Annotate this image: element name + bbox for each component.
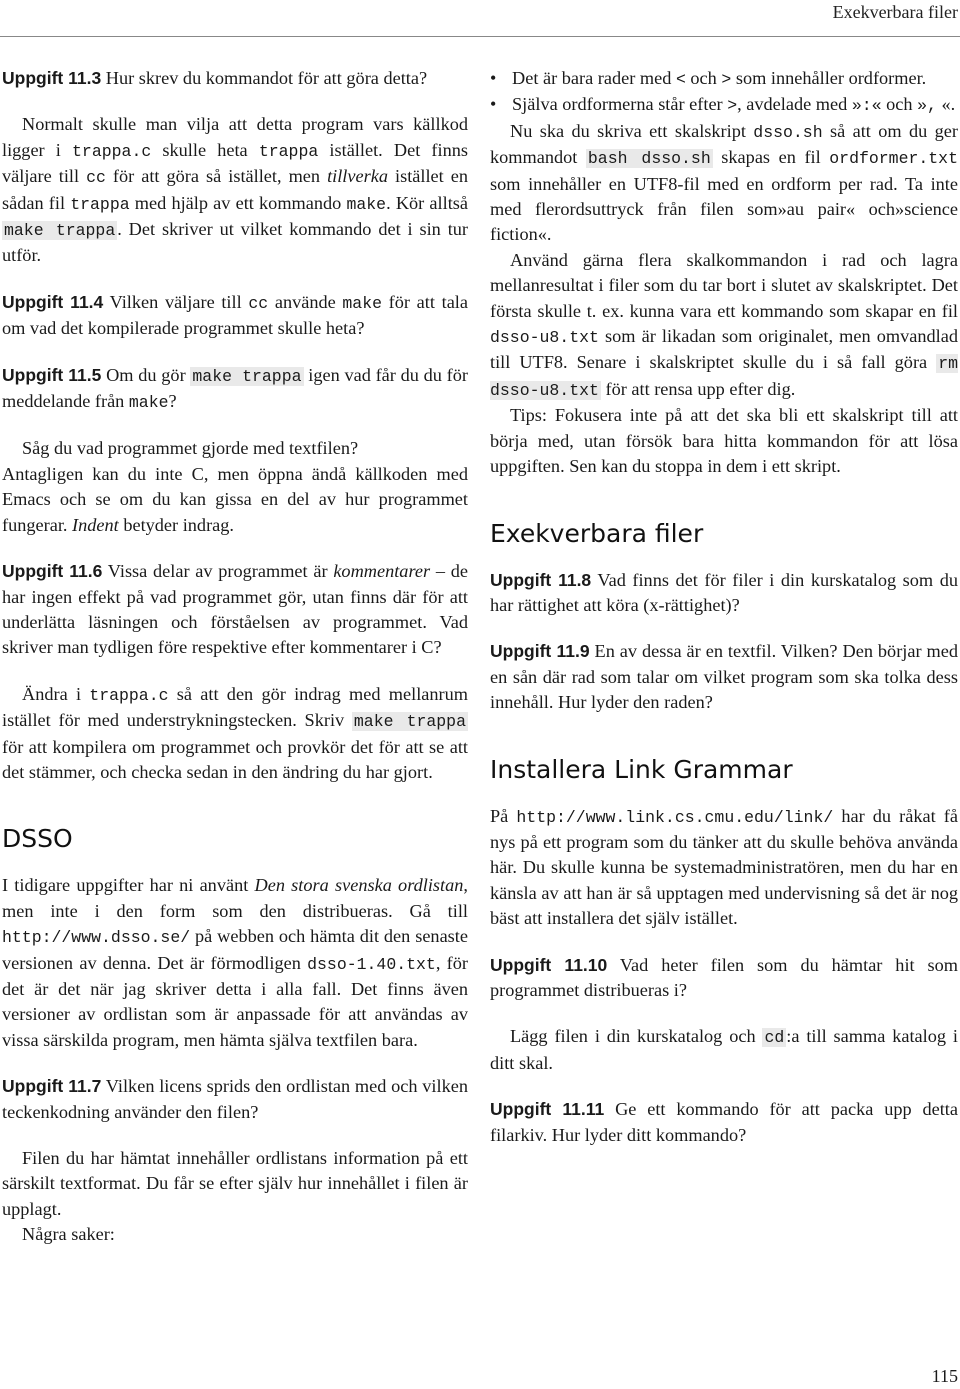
running-header: Exekverbara filer — [832, 2, 958, 22]
task-11-5-body-1: Såg du vad programmet gjorde med textfilen? — [22, 438, 359, 459]
task-label: Uppgift 11.5 — [2, 364, 102, 385]
task-11-5: Uppgift 11.5 Om du gör make trappa igen vad får du du för meddelande från make? — [2, 364, 468, 413]
task-label: Uppgift 11.9 — [490, 641, 590, 662]
link-grammar-body: På http://www.link.cs.cmu.edu/link/ har du råkat få nys på ett program som du tänker att du skulle behöva använda här. Du skulle kunna be systemadministratören, men du har en känsla av att han är så upptagen med undervisning så det är nog bäst att installera det själv istället. — [490, 805, 958, 929]
skalskript-paragraph: Nu ska du skriva ett skalskript dsso.sh så att om du ger kommandot bash dsso.sh skapas en fil ordformer.txt som innehåller en UTF8-fil med en ordform per rad. Ta inte med flerordsuttryck från filen som»au pair« och»science fiction«. — [490, 120, 958, 245]
code-command: make trappa — [4, 221, 116, 241]
task-11-8: Uppgift 11.8 Vad finns det för filer i din kurskatalog som du har rättighet att köra (x-rättighet)? — [490, 569, 958, 615]
task-11-6: Uppgift 11.6 Vissa delar av programmet är kommentarer – de har ingen effekt på vad programmet gör, utan finns där för att underlätta läsningen och förståelsen av programmet. Vad skriver man tydligen före respektive efter kommentarer i C? — [2, 561, 468, 658]
task-label: Uppgift 11.10 — [490, 954, 608, 975]
task-11-7-body: Filen du har hämtat innehåller ordlistans information på ett särskilt textformat. Du får se efter själv hur innehållet i filen är upplagt. — [2, 1148, 468, 1219]
page-number: 115 — [931, 1366, 958, 1386]
skalkommandon-paragraph: Använd gärna flera skalkommandon i rad och lagra mellanresultat i filer som du tar bort i slutet av skalskriptet. Det första skulle t. ex. kunna vara ett kommando som skapar en fil dsso-u8.txt som är likadan som originalet, men omvandlad till UTF8. Senare i skalskriptet skulle du i så fall göra rm dsso-u8.txt för att rensa upp efter dig. — [490, 249, 958, 400]
section-heading-link-grammar: Installera Link Grammar — [490, 754, 793, 784]
url-link-grammar: http://www.link.cs.cmu.edu/link/ — [516, 807, 834, 827]
task-label: Uppgift 11.4 — [2, 291, 104, 312]
task-label: Uppgift 11.7 — [2, 1076, 102, 1097]
section-heading-exekverbara: Exekverbara filer — [490, 518, 704, 548]
task-11-10: Uppgift 11.10 Vad heter filen som du hämtar hit som programmet distribueras i? — [490, 954, 958, 1000]
url-dsso: http://www.dsso.se/ — [2, 928, 191, 948]
task-11-4: Uppgift 11.4 Vilken väljare till cc använde make för att tala om vad det kompilerade programmet skulle heta? — [2, 291, 469, 339]
task-label: Uppgift 11.6 — [2, 561, 103, 582]
task-11-5-body-2: Antagligen kan du inte C, men öppna ändå källkoden med Emacs och se om du kan gissa en del av hur programmet fungerar. Indent betyder indrag. — [2, 463, 468, 535]
left-column — [2, 66, 468, 1248]
task-11-10-body: Lägg filen i din kurskatalog och cd :a till samma katalog i ditt skal. — [490, 1026, 958, 1073]
header-rule — [0, 36, 960, 37]
bullet-list — [490, 66, 958, 119]
list-item: • Själva ordformerna står efter >, avdelade med »:« och », «. — [512, 92, 958, 118]
task-11-7-list-intro: Några saker: — [22, 1224, 115, 1245]
tips-paragraph: Tips: Fokusera inte på att det ska bli ett skalskript till att börja med, utan försök bara hitta kommandon för att lösa uppgiften. Sen kan du stoppa in dem i ett skript. — [490, 405, 958, 477]
task-11-7: Uppgift 11.7 Vilken licens sprids den ordlistan med och vilken teckenkodning använder den filen? — [2, 1076, 468, 1122]
code-trappa-c: trappa.c — [72, 141, 152, 161]
task-11-9: Uppgift 11.9 En av dessa är en textfil. Vilken? Den börjar med en sån där rad som talar om vilket program som ska tolka dess innehåll. Hur lyder den raden? — [490, 641, 958, 713]
section-heading-dsso: DSSO — [2, 824, 73, 854]
task-11-3-body: Normalt skulle man vilja att detta program vars källkod ligger i trappa.c skulle heta trappa istället. Det finns väljare till cc för att göra så istället, men tillverka istället en sådan fil trappa med hjälp av ett kommando make. Kör alltså make trappa . Det skriver ut vilket kommando det i sin tur utför. — [2, 114, 469, 266]
task-label: Uppgift 11.3 — [2, 68, 102, 88]
task-11-3: Uppgift 11.3 Hur skrev du kommandot för att göra detta? — [2, 68, 428, 88]
task-11-11: Uppgift 11.11 Ge ett kommando för att packa upp detta filarkiv. Hur lyder ditt kommando? — [490, 1099, 958, 1145]
list-item: • Det är bara rader med < och > som innehåller ordformer. — [512, 66, 958, 92]
task-label: Uppgift 11.8 — [490, 569, 592, 590]
right-column — [490, 66, 958, 1148]
task-label: Uppgift 11.11 — [490, 1099, 605, 1120]
task-11-6-body: Ändra i trappa.c så att den gör indrag med mellanrum istället för med understrykningstecken. Skriv make trappa för att kompilera om programmet och provkör det för att se att det stämmer, och checka sedan in den ändring du har gjort. — [2, 683, 468, 782]
dsso-body: I tidigare uppgifter har ni använt Den stora svenska ordlistan, men inte i den form som den distribueras. Gå till http://www.dsso.se/ på webben och hämta dit den senaste versionen av denna. Det är förmodligen dsso-1.40.txt, för det är det när jag skriver detta i alla fall. Det finns även versioner av ordlistan som är anpassade för att användas av vissa särskilda program, men hämta själva textfilen bara. — [2, 875, 468, 1050]
